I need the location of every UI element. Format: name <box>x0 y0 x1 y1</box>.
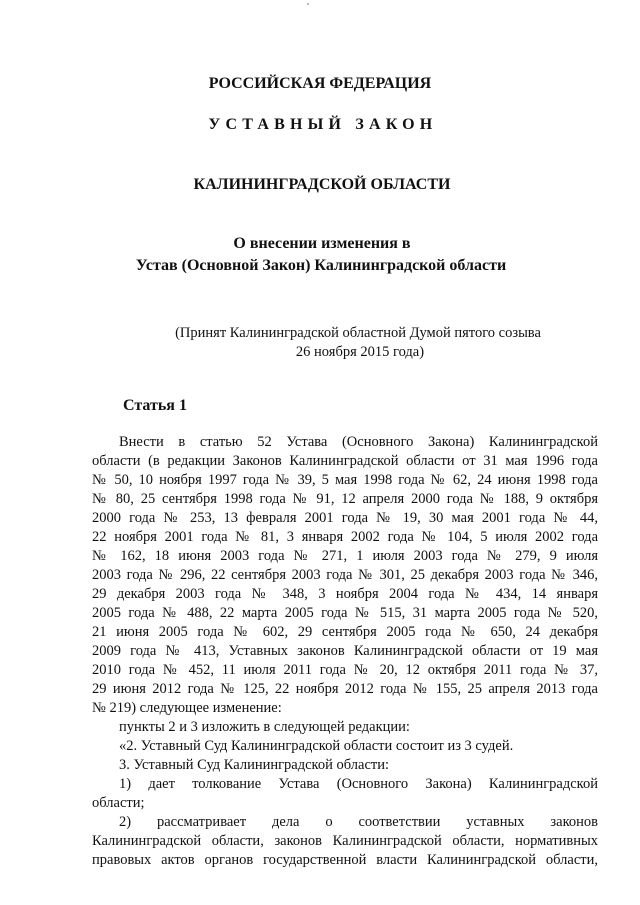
body-line: 22 ноября 2001 года № 81, 3 января 2002 года № 104, 5 июля 2002 года <box>92 529 598 545</box>
body-line: № 50, 10 ноября 1997 года № 39, 5 мая 1998 года № 62, 24 июня 1998 года <box>92 472 598 488</box>
body-line: № 219) следующее изменение: <box>92 700 282 716</box>
body-line: пункты 2 и 3 изложить в следующей редакции: <box>119 719 410 735</box>
body-line: 21 июня 2005 года № 602, 29 сентября 2005 года № 650, 24 декабря <box>92 624 598 640</box>
body-line: Внести в статью 52 Устава (Основного Закона) Калининградской <box>119 434 598 450</box>
body-line: № 162, 18 июня 2003 года № 271, 1 июля 2003 года № 279, 9 июля <box>92 548 598 564</box>
body-line: 1) дает толкование Устава (Основного Закона) Калининградской <box>119 776 598 792</box>
body-line: 2005 года № 488, 22 марта 2005 года № 515, 31 марта 2005 года № 520, <box>92 605 598 621</box>
law-type-heading: УСТАВНЫЙ ЗАКОН <box>208 116 438 133</box>
body-line: 3. Уставный Суд Калининградской области: <box>119 757 389 773</box>
body-line: области; <box>92 795 145 811</box>
body-line: 29 декабря 2003 года № 348, 3 ноября 2004 года № 434, 14 января <box>92 586 598 602</box>
body-line: правовых актов органов государственной власти Калининградской области, <box>92 852 598 868</box>
body-line: 2000 года № 253, 13 февраля 2001 года № 19, 30 мая 2001 года № 44, <box>92 510 598 526</box>
body-line: области (в редакции Законов Калининградской области от 31 мая 1996 года <box>92 453 598 469</box>
federation-heading: РОССИЙСКАЯ ФЕДЕРАЦИЯ <box>208 75 432 92</box>
body-line: 2009 года № 413, Уставных законов Калининградской области от 19 мая <box>92 643 598 659</box>
body-line: № 80, 25 сентября 1998 года № 91, 12 апреля 2000 года № 188, 9 октября <box>92 491 598 507</box>
law-title-line-1: О внесении изменения в <box>233 235 411 252</box>
scan-artifact-dot <box>307 3 309 5</box>
article-heading: Статья 1 <box>123 397 187 414</box>
body-line: 2010 года № 452, 11 июля 2011 года № 20, 12 октября 2011 года № 37, <box>92 662 598 678</box>
body-line: 29 июня 2012 года № 125, 22 ноября 2012 года № 155, 25 апреля 2013 года <box>92 681 598 697</box>
body-line: «2. Уставный Суд Калининградской области состоит из 3 судей. <box>119 738 514 754</box>
adoption-note-line-2: 26 ноября 2015 года) <box>295 344 425 360</box>
body-line: 2003 года № 296, 22 сентября 2003 года № 301, 25 декабря 2003 года № 346, <box>92 567 598 583</box>
region-heading: КАЛИНИНГРАДСКОЙ ОБЛАСТИ <box>193 176 451 193</box>
body-line: Калининградской области, законов Калининградской области, нормативных <box>92 833 598 849</box>
law-title-line-2: Устав (Основной Закон) Калининградской области <box>135 257 507 274</box>
body-line: 2) рассматривает дела о соответствии уставных законов <box>119 814 598 830</box>
adoption-note-line-1: (Принят Калининградской областной Думой пятого созыва <box>175 325 541 341</box>
